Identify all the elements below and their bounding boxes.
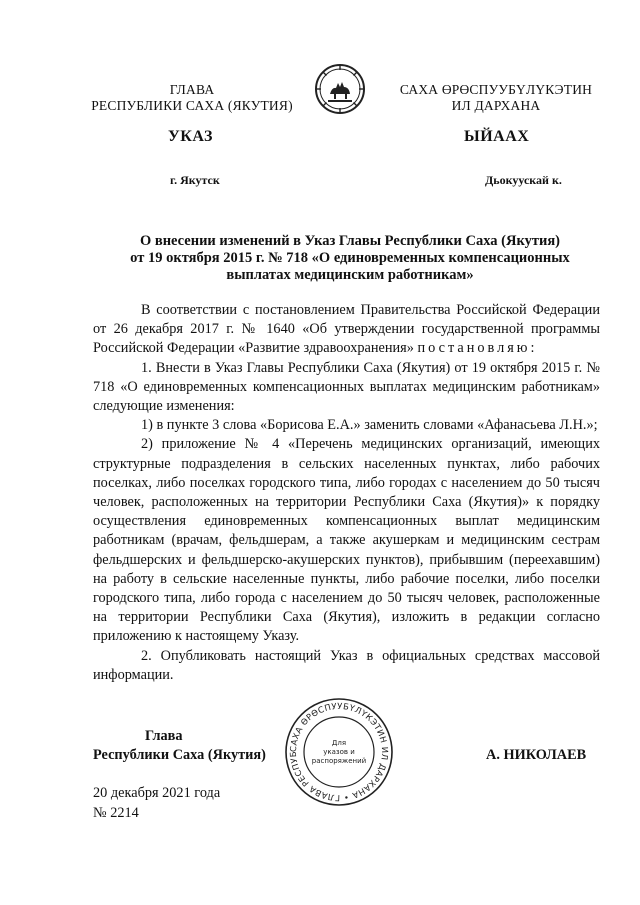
header-left-block bbox=[82, 82, 302, 114]
document-date: 20 декабря 2021 года bbox=[93, 785, 221, 801]
official-seal-stamp bbox=[284, 697, 394, 807]
intro-paragraph bbox=[93, 301, 600, 359]
item-1-subitem-2: 2) приложение № 4 «Перечень медицинских организаций, имеющих структурные подразделения в сельских населенных пунктах, либо рабочих поселках, либо поселках городского типа, либо городах с населением до 50 тысяч человек, расположенных на территории Республики Саха (Якутия)» к порядку осуществления единовременных компенсационных выплат медицинским работникам (врачам, фельдшерам, а также акушеркам и медицинским сестрам фельдшерских и фельдшерско-акушерских пунктов), прибывшим (переехавшим) на работу в сельские населенные пункты, либо рабочие поселки, либо поселки городского типа, либо города с населением до 50 тысяч человек, расположенные на территории Республики Саха (Якутия), изложить в редакции согласно приложению к настоящему Указу. bbox=[93, 436, 600, 645]
item-1-subitem-1: 1) в пункте 3 слова «Борисова Е.А.» заменить словами «Афанасьева Л.Н.»; bbox=[141, 417, 598, 434]
header-right-block bbox=[380, 82, 612, 114]
header-left-subtitle: РЕСПУБЛИКИ САХА (ЯКУТИЯ) bbox=[91, 98, 293, 113]
document-body bbox=[93, 301, 600, 685]
doc-type-ru: УКАЗ bbox=[168, 128, 213, 145]
header-right-subtitle: ИЛ ДАРХАНА bbox=[451, 98, 541, 113]
signature-position bbox=[93, 727, 273, 765]
seal-ring-text: САХА ӨРӨСПУУБҮЛҮКЭТИН ИЛ ДАРХАНА • ГЛАВА РЕСПУБ bbox=[287, 700, 391, 804]
document-title bbox=[90, 233, 610, 284]
title-line-3: выплатах медицинским работникам» bbox=[226, 267, 474, 283]
document-number: № 2214 bbox=[93, 805, 139, 821]
title-line-2: от 19 октября 2015 г. № 718 «О единовременных компенсационных bbox=[130, 250, 570, 266]
seal-center-line-2: указов и bbox=[323, 748, 355, 756]
signature-name: А. НИКОЛАЕВ bbox=[486, 747, 587, 763]
item-1: 1. Внести в Указ Главы Республики Саха (Якутия) от 19 октября 2015 г. № 718 «О единовременных компенсационных выплатах медицинским работникам» следующие изменения: bbox=[93, 359, 600, 415]
intro-decree-word: постановляю: bbox=[417, 340, 538, 357]
title-line-1: О внесении изменений в Указ Главы Республики Саха (Якутия) bbox=[139, 233, 561, 249]
intro-text: В соответствии с постановлением Правительства Российской Федерации от 26 декабря 2017 г. № 1640 «Об утверждении государственной программы Российской Федерации «Развитие здравоохранения» bbox=[93, 302, 600, 357]
city-sah: Дьокуускай к. bbox=[485, 173, 562, 187]
signature-position-line-1: Глава bbox=[145, 728, 183, 744]
item-2: 2. Опубликовать настоящий Указ в официальных средствах массовой информации. bbox=[93, 647, 600, 683]
seal-center-line-3: распоряжений bbox=[311, 757, 367, 765]
signature-position-line-2: Республики Саха (Якутия) bbox=[93, 747, 266, 763]
header-right-title: САХА ӨРӨСПУУБҮЛҮКЭТИН bbox=[399, 82, 593, 97]
seal-center-line-1: Для bbox=[331, 739, 347, 747]
doc-type-sah: ЫЙААХ bbox=[464, 128, 530, 145]
document-footer bbox=[93, 783, 220, 823]
header-left-title: ГЛАВА bbox=[169, 82, 215, 97]
coat-of-arms-emblem bbox=[314, 63, 366, 115]
city-ru: г. Якутск bbox=[170, 173, 220, 187]
